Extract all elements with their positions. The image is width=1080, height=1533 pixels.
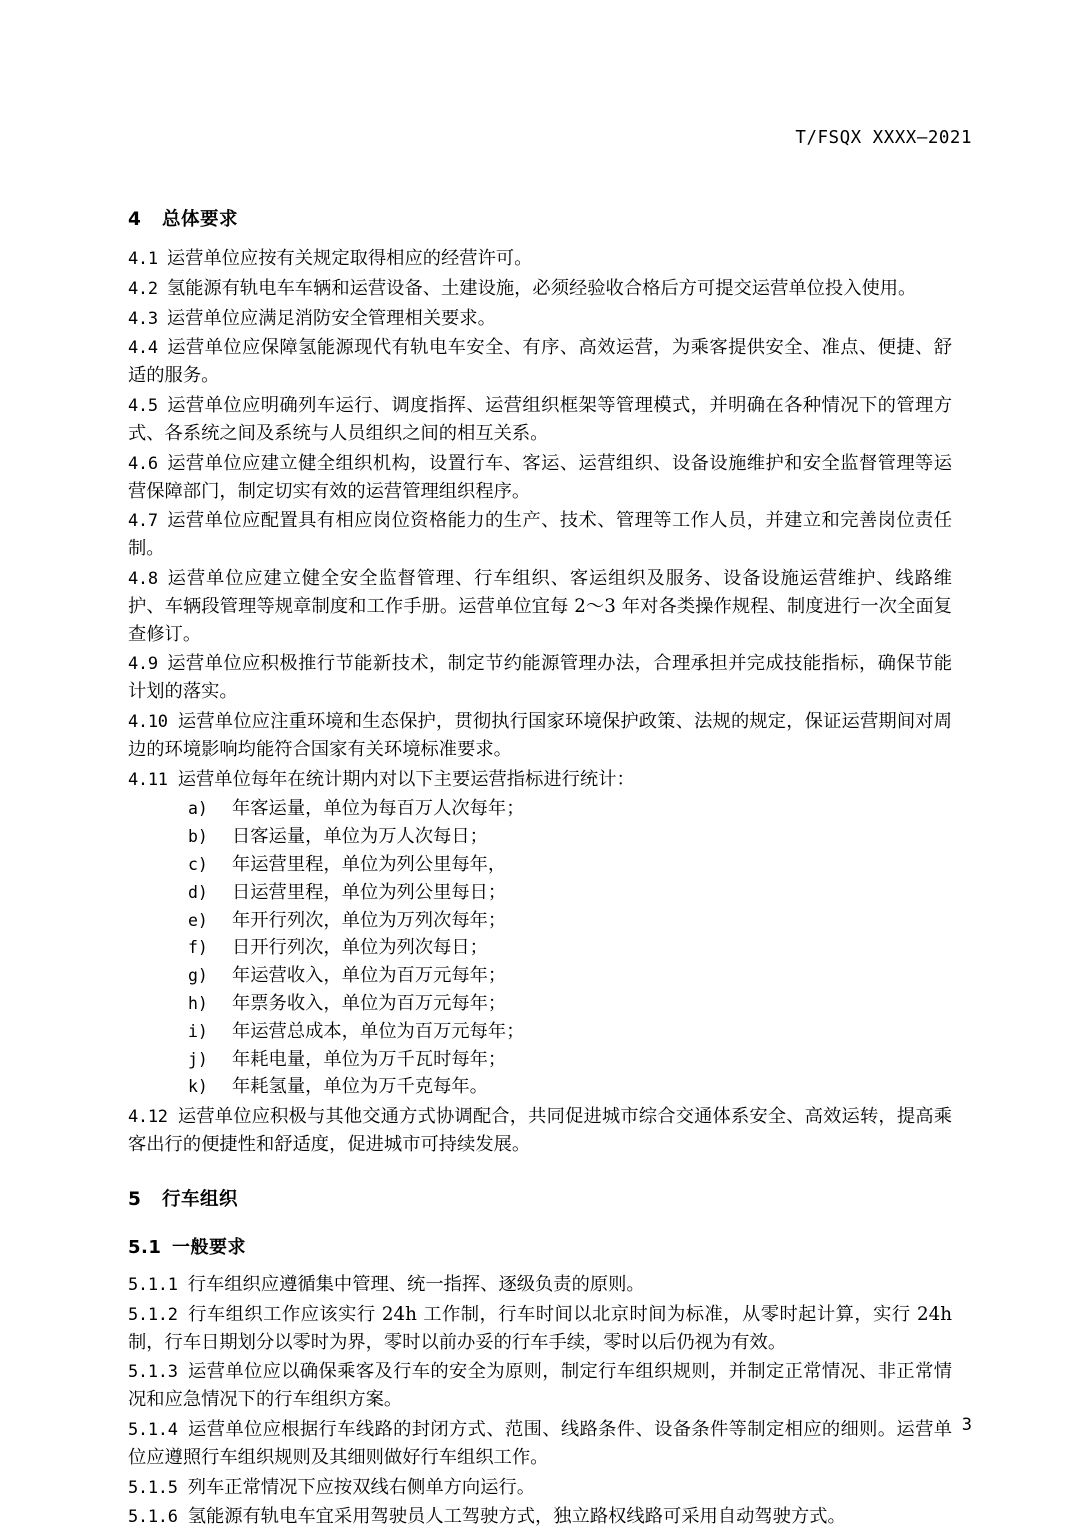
clause-5-1-1: [128, 1271, 952, 1299]
list-item: [188, 851, 952, 879]
section-heading-5: [128, 1185, 952, 1211]
list-item: [188, 934, 952, 962]
section-number-4: 4: [128, 209, 142, 230]
page-header-standard-code: T/FSQX XXXX—2021: [795, 128, 972, 148]
clause-4-2: [128, 275, 952, 303]
clause-text: 运营单位应满足消防安全管理相关要求。: [166, 307, 496, 329]
list-marker: c): [188, 855, 208, 875]
clause-text: 运营单位应建立健全组织机构，设置行车、客运、运营组织、设备设施维护和安全监督管理等运营保障部门，制定切实有效的运营管理组织程序。: [128, 452, 952, 502]
clause-number: 4.9: [128, 654, 158, 675]
list-item: [188, 962, 952, 990]
clause-4-8: [128, 565, 952, 648]
clause-number: 4.2: [128, 278, 158, 299]
clause-text: 行车组织应遵循集中管理、统一指挥、逐级负责的原则。: [187, 1273, 645, 1295]
clause-number: 5.1.6: [128, 1507, 178, 1528]
clause-number: 4.5: [128, 396, 158, 417]
clause-number: 5.1.2: [128, 1304, 178, 1325]
clause-number: 4.3: [128, 308, 158, 329]
clause-5-1-6: [128, 1503, 952, 1531]
clause-number: 4.12: [128, 1107, 168, 1128]
clause-number: 5.1.1: [128, 1274, 178, 1295]
list-text: 年客运量，单位为每百万人次每年；: [232, 798, 525, 820]
section-title-4: 总体要求: [162, 209, 239, 230]
clause-number: 4.1: [128, 249, 158, 269]
list-text: 日客运量，单位为万人次每日；: [232, 826, 488, 848]
list-marker: b): [188, 827, 208, 847]
list-text: 年运营收入，单位为百万元每年；: [232, 965, 507, 987]
clause-text: 运营单位应以确保乘客及行车的安全为原则，制定行车组织规则，并制定正常情况、非正常情况和应急情况下的行车组织方案。: [128, 1361, 952, 1411]
clause-4-5: [128, 392, 952, 448]
clause-4-9: [128, 650, 952, 706]
clause-5-1-2: [128, 1301, 952, 1357]
clause-number: 4.8: [128, 568, 158, 589]
clause-text: 运营单位应积极与其他交通方式协调配合，共同促进城市综合交通体系安全、高效运转，提高乘客出行的便捷性和舒适度，促进城市可持续发展。: [128, 1106, 952, 1156]
clause-text: 运营单位应配置具有相应岗位资格能力的生产、技术、管理等工作人员，并建立和完善岗位责任制。: [128, 510, 952, 560]
subsection-number: 5.1: [128, 1236, 162, 1258]
clause-number: 4.10: [128, 712, 168, 733]
list-text: 年耗氢量，单位为万千克每年。: [232, 1076, 488, 1098]
clause-5-1-5: [128, 1474, 952, 1502]
clause-4-4: [128, 334, 952, 390]
list-marker: g): [188, 966, 208, 986]
clause-text: 列车正常情况下应按双线右侧单方向运行。: [187, 1476, 536, 1498]
clause-4-1: [128, 245, 952, 273]
section-heading-4: [128, 205, 952, 231]
list-item: [188, 1073, 952, 1101]
list-text: 日开行列次，单位为列次每日；: [232, 937, 488, 959]
list-item: [188, 1046, 952, 1074]
list-text: 年票务收入，单位为百万元每年；: [232, 993, 507, 1015]
clause-number: 5.1.3: [128, 1362, 178, 1383]
list-item: [188, 990, 952, 1018]
list-text: 年开行列次，单位为万列次每年；: [232, 909, 507, 931]
list-marker: e): [188, 910, 208, 930]
list-marker: j): [188, 1049, 208, 1069]
clause-text: 氢能源有轨电车宜采用驾驶员人工驾驶方式，独立路权线路可采用自动驾驶方式。: [187, 1506, 846, 1528]
clause-text: 运营单位应明确列车运行、调度指挥、运营组织框架等管理模式，并明确在各种情况下的管理方式、各系统之间及系统与人员组织之间的相互关系。: [128, 395, 952, 444]
clause-text: 运营单位应积极推行节能新技术，制定节约能源管理办法，合理承担并完成技能指标，确保节能计划的落实。: [128, 653, 952, 703]
clause-4-12: [128, 1103, 952, 1159]
clause-5-1-4: [128, 1416, 952, 1472]
list-marker: h): [188, 994, 208, 1014]
clause-text: 氢能源有轨电车车辆和运营设备、土建设施，必须经验收合格后方可提交运营单位投入使用。: [166, 277, 917, 299]
list-text: 年运营里程，单位为列公里每年，: [232, 854, 507, 876]
list-item: [188, 879, 952, 907]
clause-text: 运营单位应建立健全安全监督管理、行车组织、客运组织及服务、设备设施运营维护、线路维护、车辆段管理等规章制度和工作手册。运营单位宜每 2～3 年对各类操作规程、制度进行一次全面复查修订。: [128, 567, 952, 645]
clause-text: 行车组织工作应该实行 24h 工作制，行车时间以北京时间为标准，从零时起计算，实行 24h 制，行车日期划分以零时为界，零时以前办妥的行车手续，零时以后仍视为有效。: [128, 1303, 952, 1353]
indicator-list: [128, 795, 952, 1101]
clause-number: 4.11: [128, 769, 168, 790]
list-text: 日运营里程，单位为列公里每日；: [232, 881, 507, 903]
clause-number: 4.6: [128, 453, 158, 474]
clause-text: 运营单位应注重环境和生态保护，贯彻执行国家环境保护政策、法规的规定，保证运营期间对周边的环境影响均能符合国家有关环境标准要求。: [128, 711, 952, 760]
clause-number: 5.1.5: [128, 1477, 178, 1498]
list-text: 年耗电量，单位为万千瓦时每年；: [232, 1048, 507, 1070]
clause-5-1-3: [128, 1358, 952, 1414]
page-number: 3: [961, 1415, 972, 1435]
list-item: [188, 823, 952, 851]
clause-4-6: [128, 450, 952, 506]
section-number-5: 5: [128, 1188, 142, 1210]
list-text: 年运营总成本，单位为百万元每年；: [232, 1020, 525, 1042]
clause-4-10: [128, 708, 952, 764]
list-marker: k): [188, 1077, 208, 1097]
subsection-heading-5-1: [128, 1233, 952, 1259]
list-marker: f): [188, 938, 208, 958]
list-marker: d): [188, 882, 208, 902]
clause-number: 5.1.4: [128, 1419, 178, 1440]
list-item: [188, 1018, 952, 1046]
section-title-5: 行车组织: [162, 1188, 239, 1210]
clause-4-7: [128, 507, 952, 563]
clause-number: 4.7: [128, 511, 158, 532]
clause-text: 运营单位应根据行车线路的封闭方式、范围、线路条件、设备条件等制定相应的细则。运营单位应遵照行车组织规则及其细则做好行车组织工作。: [128, 1418, 952, 1468]
subsection-title: 一般要求: [172, 1236, 246, 1258]
list-marker: a): [188, 799, 208, 819]
list-marker: i): [188, 1021, 208, 1041]
clause-text: 运营单位每年在统计期内对以下主要运营指标进行统计：: [177, 768, 635, 790]
list-item: [188, 907, 952, 935]
clause-text: 运营单位应按有关规定取得相应的经营许可。: [166, 248, 533, 269]
clause-number: 4.4: [128, 338, 158, 359]
clause-text: 运营单位应保障氢能源现代有轨电车安全、有序、高效运营，为乘客提供安全、准点、便捷、舒适的服务。: [128, 337, 952, 387]
list-item: [188, 795, 952, 823]
clause-4-11: [128, 766, 952, 794]
clause-4-3: [128, 305, 952, 333]
document-body: [128, 205, 952, 1533]
